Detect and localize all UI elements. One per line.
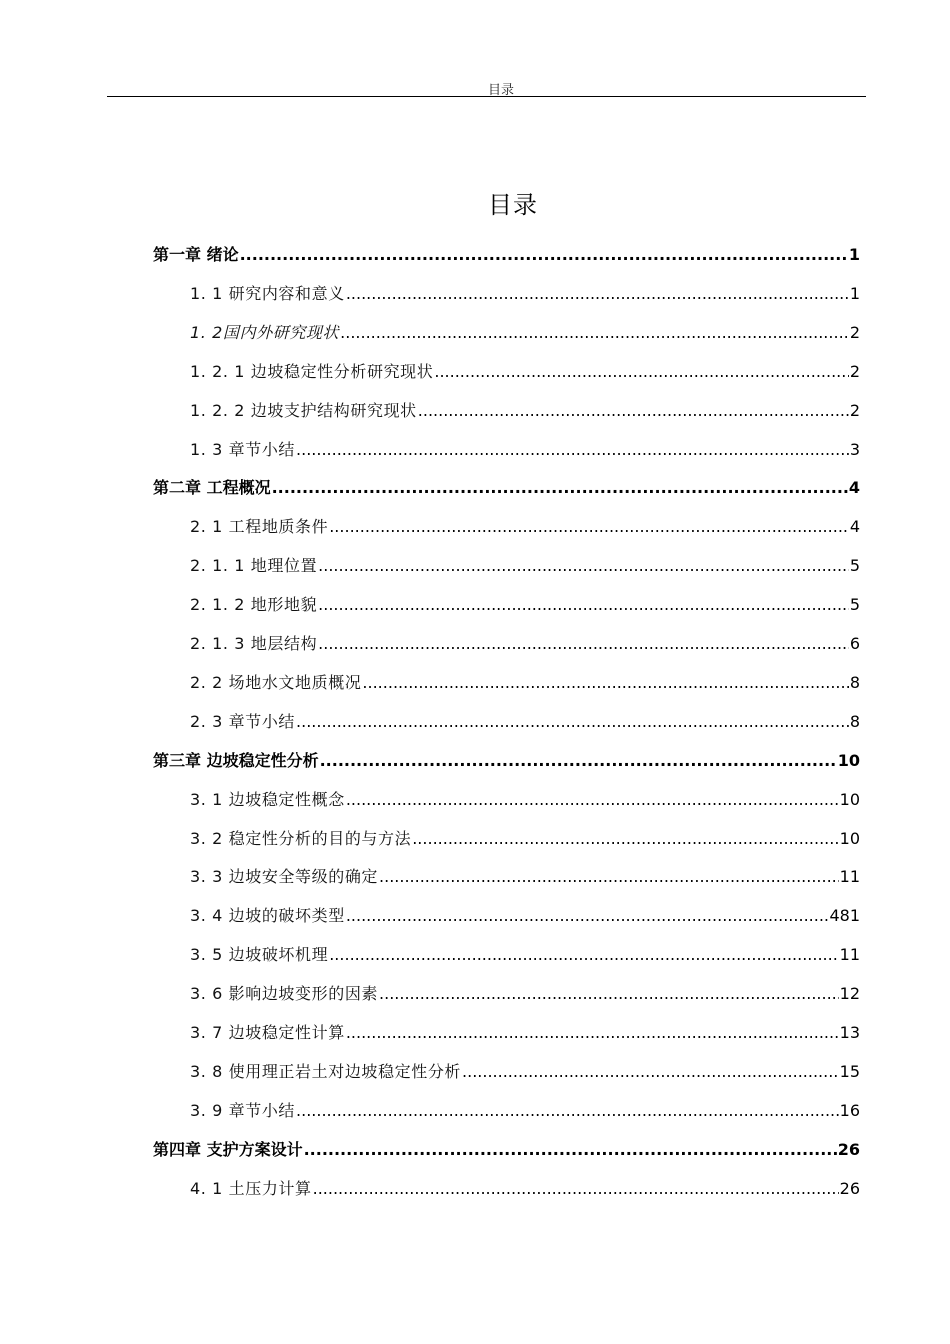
toc-entry-label: 第三章 边坡稳定性分析 xyxy=(153,750,319,770)
toc-section-entry[interactable] xyxy=(190,1178,860,1200)
toc-section-entry[interactable] xyxy=(190,283,860,305)
toc-entry-label: 1. 2. 1 边坡稳定性分析研究现状 xyxy=(190,361,434,381)
toc-entry-label: 3. 3 边坡安全等级的确定 xyxy=(190,867,379,887)
toc-entry-label: 3. 4 边坡的破坏类型 xyxy=(190,906,345,926)
toc-entry-label: 3. 7 边坡稳定性计算 xyxy=(190,1023,345,1042)
header-rule xyxy=(107,96,866,97)
toc-page-number: 11 xyxy=(839,945,860,965)
toc-dot-leader xyxy=(304,1139,837,1161)
toc-entry-label: 1. 2国内外研究现状 xyxy=(190,322,340,342)
toc-page-number: 11 xyxy=(839,867,860,887)
toc-dot-leader xyxy=(329,516,849,538)
toc-chapter-entry[interactable] xyxy=(153,1139,860,1161)
toc-section-entry[interactable] xyxy=(190,983,860,1005)
toc-section-entry[interactable] xyxy=(190,361,860,383)
toc-section-entry[interactable] xyxy=(190,555,860,577)
toc-page-number: 2 xyxy=(849,361,860,381)
toc-dot-leader xyxy=(379,866,839,888)
toc-dot-leader xyxy=(346,789,839,811)
toc-dot-leader xyxy=(318,594,849,616)
toc-entry-label: 1. 1 研究内容和意义 xyxy=(190,283,345,303)
toc-dot-leader xyxy=(434,361,848,383)
toc-section-entry[interactable] xyxy=(190,1100,860,1122)
toc-entry-label: 2. 3 章节小结 xyxy=(190,711,296,731)
toc-entry-label: 第二章 工程概况 xyxy=(153,478,271,498)
toc-section-entry[interactable] xyxy=(190,711,860,733)
toc-page-number: 26 xyxy=(837,1139,860,1159)
toc-section-entry[interactable] xyxy=(190,828,860,850)
toc-page-number: 13 xyxy=(839,1023,860,1042)
toc-entry-label: 1. 2. 2 边坡支护结构研究现状 xyxy=(190,400,417,420)
toc-dot-leader xyxy=(412,828,838,850)
toc-page-number: 10 xyxy=(837,750,860,770)
toc-section-entry[interactable] xyxy=(190,789,860,811)
toc-page-number: 8 xyxy=(849,711,860,731)
toc-section-entry[interactable] xyxy=(190,322,860,344)
toc-section-entry[interactable] xyxy=(190,594,860,616)
toc-dot-leader xyxy=(418,400,849,422)
toc-dot-leader xyxy=(318,633,849,655)
toc-page-number: 6 xyxy=(849,634,860,653)
toc-entry-label: 2. 1. 2 地形地貌 xyxy=(190,595,318,615)
toc-entry-label: 2. 1. 3 地层结构 xyxy=(190,634,318,653)
toc-page-number: 12 xyxy=(839,984,860,1004)
toc-section-entry[interactable] xyxy=(190,400,860,422)
toc-dot-leader xyxy=(313,1178,839,1200)
toc-page-number: 5 xyxy=(849,556,860,576)
toc-page-number: 26 xyxy=(839,1178,860,1198)
toc-chapter-entry[interactable] xyxy=(153,477,860,499)
toc-dot-leader xyxy=(346,1022,839,1044)
toc-dot-leader xyxy=(296,711,849,733)
toc-section-entry[interactable] xyxy=(190,672,860,694)
page-title: 目录 xyxy=(488,191,538,219)
toc-page-number: 10 xyxy=(839,789,860,809)
toc-page-number: 4 xyxy=(849,517,860,537)
toc-section-entry[interactable] xyxy=(190,633,860,655)
toc-entry-label: 2. 1 工程地质条件 xyxy=(190,517,329,537)
toc-section-entry[interactable] xyxy=(190,516,860,538)
toc-dot-leader xyxy=(462,1061,839,1083)
toc-dot-leader xyxy=(296,1100,839,1122)
toc-entry-label: 3. 5 边坡破坏机理 xyxy=(190,945,329,965)
toc-page-number: 8 xyxy=(849,672,860,692)
toc-page-number: 10 xyxy=(839,828,860,848)
toc-page-number: 481 xyxy=(829,906,860,926)
toc-dot-leader xyxy=(362,672,848,694)
toc-entry-label: 3. 9 章节小结 xyxy=(190,1100,296,1120)
toc-section-entry[interactable] xyxy=(190,866,860,888)
toc-page-number: 1 xyxy=(848,245,860,264)
toc-page-number: 2 xyxy=(849,400,860,420)
toc-page-number: 15 xyxy=(839,1061,860,1081)
toc-entry-label: 2. 2 场地水文地质概况 xyxy=(190,672,362,692)
toc-entry-label: 2. 1. 1 地理位置 xyxy=(190,556,318,576)
toc-entry-label: 4. 1 土压力计算 xyxy=(190,1178,312,1198)
toc-dot-leader xyxy=(346,905,829,927)
toc-dot-leader xyxy=(340,322,849,344)
toc-entry-label: 3. 6 影响边坡变形的因素 xyxy=(190,984,379,1004)
toc-page-number: 5 xyxy=(849,595,860,615)
toc-page-number: 2 xyxy=(849,322,860,342)
toc-dot-leader xyxy=(272,477,848,499)
toc-page-number: 16 xyxy=(839,1100,860,1120)
toc-chapter-entry[interactable] xyxy=(153,750,860,772)
toc-entry-label: 1. 3 章节小结 xyxy=(190,439,296,459)
toc-dot-leader xyxy=(318,555,849,577)
toc-section-entry[interactable] xyxy=(190,905,860,927)
toc-entry-label: 第四章 支护方案设计 xyxy=(153,1139,303,1159)
toc-page-number: 1 xyxy=(849,283,860,303)
toc-dot-leader xyxy=(320,750,837,772)
toc-page-number: 4 xyxy=(848,478,860,498)
toc-dot-leader xyxy=(379,983,839,1005)
toc-section-entry[interactable] xyxy=(190,1061,860,1083)
running-header: 目录 xyxy=(487,83,514,98)
toc-section-entry[interactable] xyxy=(190,944,860,966)
toc-chapter-entry[interactable] xyxy=(153,244,860,266)
toc-entry-label: 3. 2 稳定性分析的目的与方法 xyxy=(190,828,412,848)
toc-entry-label: 3. 1 边坡稳定性概念 xyxy=(190,789,345,809)
toc-dot-leader xyxy=(346,283,849,305)
toc-section-entry[interactable] xyxy=(190,439,860,461)
toc-entry-label: 第一章 绪论 xyxy=(153,245,239,264)
toc-section-entry[interactable] xyxy=(190,1022,860,1044)
toc-entry-label: 3. 8 使用理正岩土对边坡稳定性分析 xyxy=(190,1061,462,1081)
toc-dot-leader xyxy=(240,244,848,266)
toc-dot-leader xyxy=(296,439,849,461)
toc-page-number: 3 xyxy=(849,439,860,459)
toc-dot-leader xyxy=(329,944,838,966)
